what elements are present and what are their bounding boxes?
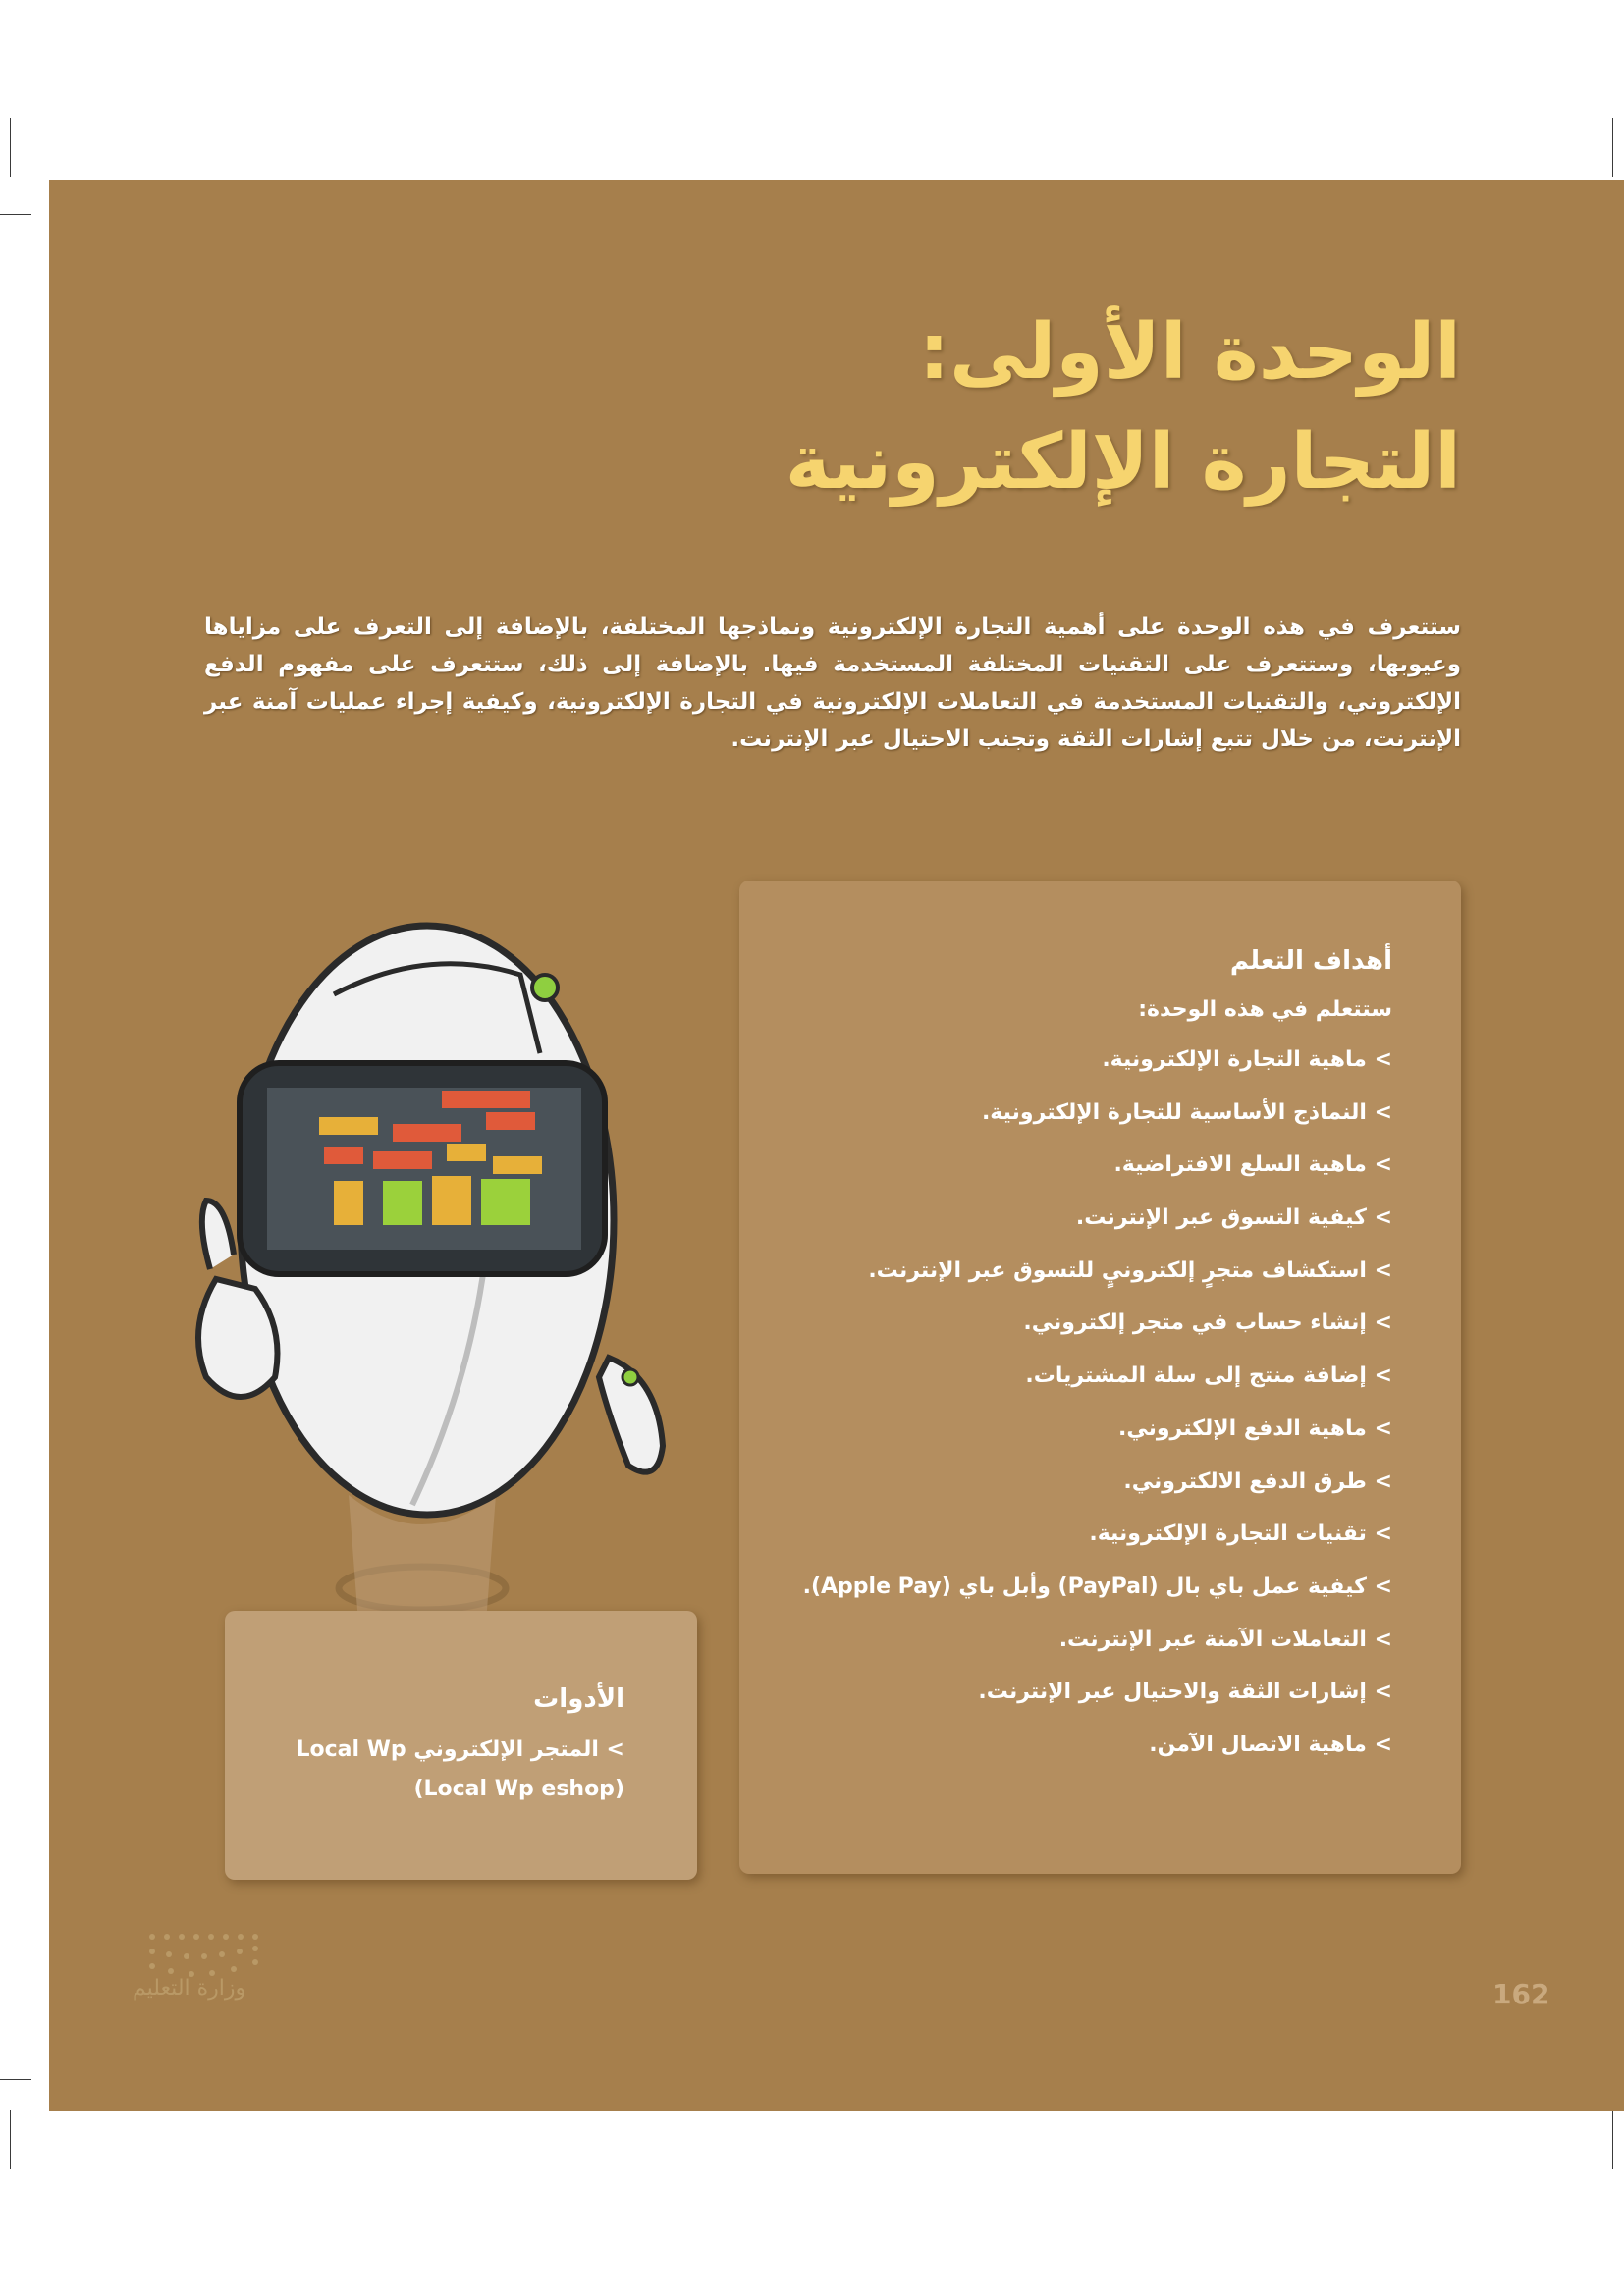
learning-goal-item: > ماهية التجارة الإلكترونية. — [759, 1043, 1392, 1096]
learning-goals-subheading: ستتعلم في هذه الوحدة: — [1138, 997, 1392, 1022]
learning-goals-box — [739, 881, 1461, 1874]
learning-goal-item: > كيفية عمل باي بال (PayPal) وأبل باي (Apple Pay). — [759, 1571, 1392, 1624]
unit-title — [785, 297, 1461, 517]
crop-mark — [0, 214, 31, 215]
crop-mark — [0, 2079, 31, 2080]
tools-item-line-1: > المتجر الإلكتروني Local Wp — [296, 1737, 624, 1762]
crop-mark — [10, 2110, 11, 2169]
crop-mark — [1612, 2110, 1613, 2169]
tools-box — [225, 1611, 697, 1880]
unit-intro-paragraph: ستتعرف في هذه الوحدة على أهمية التجارة الإلكترونية ونماذجها المختلفة، بالإضافة إلى التعرف على مزاياها وعيوبها، وستتعرف على التقنيات المختلفة المستخدمة فيها. بالإضافة إلى ذلك، ستتعرف على مفهوم الدفع الإلكتروني، والتقنيات المستخدمة في التعاملات الإلكترونية في التجارة الإلكترونية، وكيفية إجراء عمليات آمنة عبر الإنترنت، من خلال تتبع إشارات الثقة وتجنب الاحتيال عبر الإنترنت. — [204, 614, 1461, 752]
crop-mark — [10, 118, 11, 177]
page-number: 162 — [1492, 1978, 1550, 2010]
learning-goal-item: > إنشاء حساب في متجر إلكتروني. — [759, 1307, 1392, 1360]
tools-item-line-2: (Local Wp eshop) — [413, 1777, 624, 1801]
unit-title-line-1: الوحدة الأولى: — [918, 308, 1461, 397]
unit-cover-page — [49, 180, 1624, 2111]
unit-title-line-2: التجارة الإلكترونية — [785, 418, 1461, 507]
learning-goal-item: > النماذج الأساسية للتجارة الإلكترونية. — [759, 1096, 1392, 1149]
learning-goal-item: > استكشاف متجرٍ إلكترونيٍ للتسوق عبر الإنترنت. — [759, 1255, 1392, 1308]
learning-goal-item: > كيفية التسوق عبر الإنترنت. — [759, 1201, 1392, 1255]
learning-goal-item: > تقنيات التجارة الإلكترونية. — [759, 1518, 1392, 1571]
learning-goal-item: > ماهية الاتصال الآمن. — [759, 1729, 1392, 1782]
learning-goals-heading: أهداف التعلم — [1229, 946, 1392, 976]
learning-goal-item: > إشارات الثقة والاحتيال عبر الإنترنت. — [759, 1676, 1392, 1729]
learning-goal-item: > ماهية السلع الافتراضية. — [759, 1148, 1392, 1201]
learning-goal-item: > طرق الدفع الالكتروني. — [759, 1466, 1392, 1519]
robot-icon — [147, 867, 785, 1691]
learning-goal-item: > ماهية الدفع الإلكتروني. — [759, 1413, 1392, 1466]
learning-goals-list — [759, 1043, 1392, 1782]
learning-goal-item: > التعاملات الآمنة عبر الإنترنت. — [759, 1624, 1392, 1677]
learning-goal-item: > إضافة منتج إلى سلة المشتريات. — [759, 1360, 1392, 1413]
tools-heading: الأدوات — [533, 1684, 624, 1714]
ministry-logo-text: وزارة التعليم — [133, 1976, 246, 2001]
visor-pixels — [267, 1088, 581, 1250]
crop-mark — [1612, 118, 1613, 177]
